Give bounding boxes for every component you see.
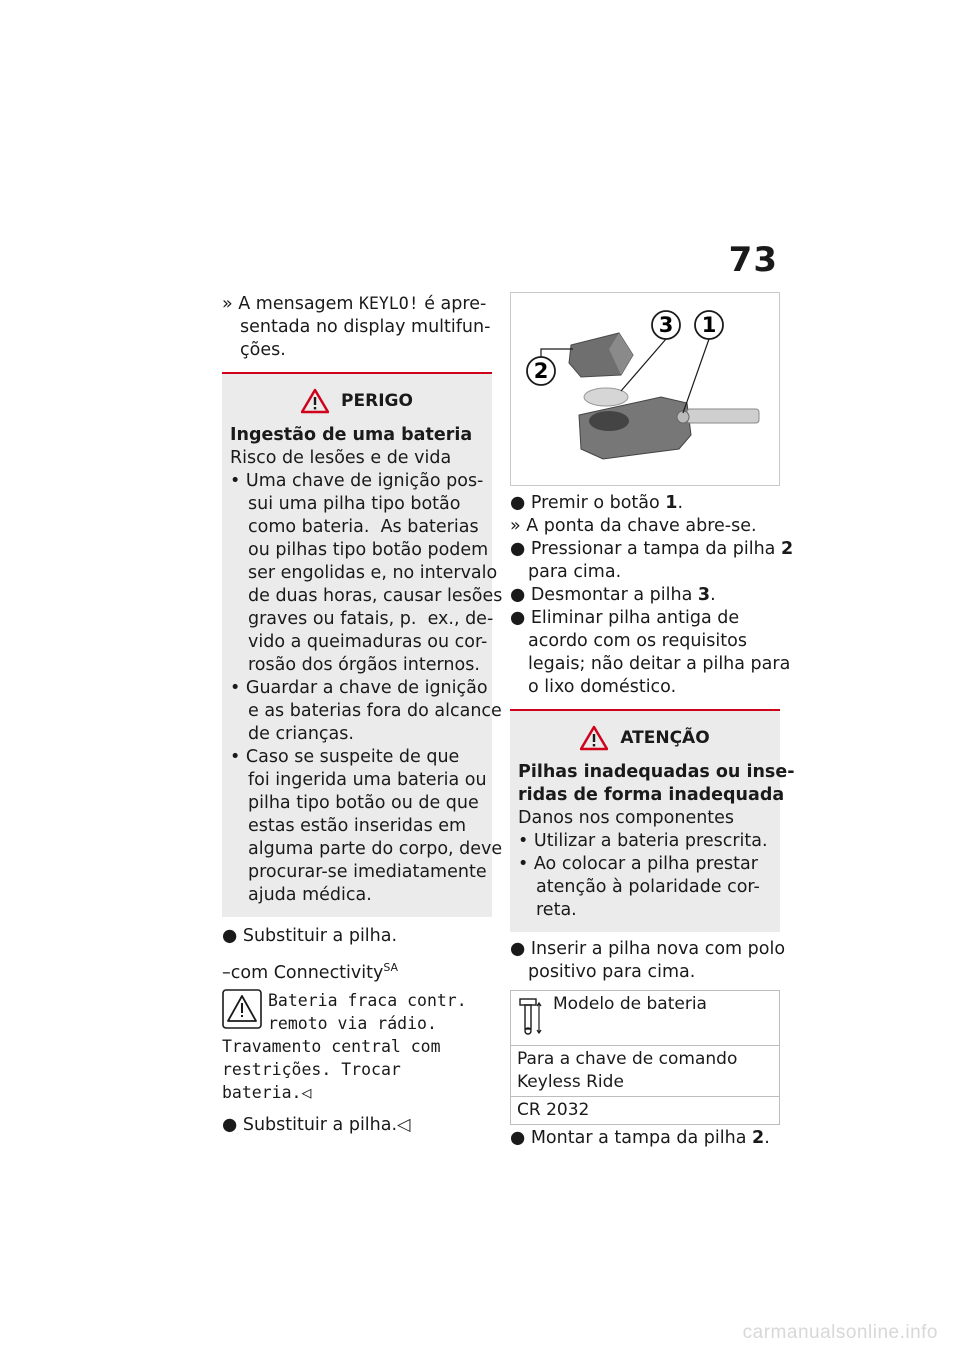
danger-bullet: • Uma chave de ignição pos- sui uma pilha tipo botão como bateria. As baterias ou pilhas tipo botão podem ser engolidas e, no intervalo de duas horas, causar lesões graves ou fatais, p. ex., de- vido a queimaduras ou cor- rosão dos órgãos internos. — [230, 471, 503, 675]
danger-heading: Ingestão de uma bateria — [230, 425, 473, 445]
step-line: » A ponta da chave abre-se. — [510, 516, 757, 536]
step-line: ● Desmontar a pilha 3. — [510, 585, 716, 605]
step-insert: positivo para cima. — [528, 962, 696, 982]
connectivity-label: –com Connectivity$^{SA}$ — [222, 961, 399, 983]
spec-row-label: Para a chave de comando — [517, 1049, 738, 1069]
battery-message — [222, 989, 492, 1035]
step-line: legais; não deitar a pilha para — [528, 654, 791, 674]
message-line: restrições. Trocar — [222, 1059, 401, 1079]
step-line: para cima. — [528, 562, 622, 582]
message-line: Travamento central com — [222, 1036, 441, 1056]
step-line: acordo com os requisitos — [528, 631, 747, 651]
step-line: ● Pressionar a tampa da pilha 2 — [510, 539, 794, 559]
key-battery-figure — [510, 292, 780, 486]
warning-icon — [580, 725, 608, 751]
spec-header: Modelo de bateria — [553, 994, 707, 1014]
watermark: carmanualsonline.info — [742, 1322, 938, 1343]
warning-message-icon — [222, 989, 262, 1029]
danger-box — [222, 372, 503, 917]
message-line: remoto via rádio. — [268, 1013, 437, 1033]
step-insert: ● Inserir a pilha nova com polo — [510, 939, 786, 959]
attention-bullet: • Ao colocar a pilha prestar — [518, 854, 758, 874]
message-line: bateria.◁ — [222, 1082, 312, 1102]
step-line: ● Premir o botão 1. — [510, 493, 684, 513]
attention-title: ATENÇÃO — [620, 727, 710, 748]
page-number: 73 — [728, 240, 778, 280]
step-final: ● Montar a tampa da pilha 2. — [510, 1128, 770, 1148]
spec-row-label: Keyless Ride — [517, 1072, 624, 1092]
attention-bullet: • Utilizar a bateria prescrita. — [518, 831, 768, 851]
intro-line-2: sentada no display multifun- — [240, 317, 491, 337]
intro-line-1: » A mensagem KEYLO! é apre- — [222, 294, 487, 314]
attention-bullet: atenção à polaridade cor- — [536, 877, 760, 897]
attention-risk: Danos nos componentes — [518, 808, 735, 828]
intro-line-3: ções. — [240, 340, 286, 360]
step-replace-battery-2: ● Substituir a pilha.◁ — [222, 1114, 411, 1135]
attention-heading: Pilhas inadequadas ou inse- — [518, 762, 795, 782]
battery-tool-icon — [517, 997, 543, 1037]
step-line: ● Eliminar pilha antiga de — [510, 608, 740, 628]
callout-label: 1 — [701, 313, 717, 337]
callout-label: 3 — [658, 313, 674, 337]
step-replace-battery: ● Substituir a pilha. — [222, 926, 398, 946]
message-line: Bateria fraca contr. — [268, 990, 467, 1010]
attention-heading: ridas de forma inadequada — [518, 785, 785, 805]
danger-bullet: • Guardar a chave de ignição e as baterias fora do alcance de crianças. — [230, 678, 502, 744]
attention-bullet: reta. — [536, 900, 577, 920]
danger-title: PERIGO — [341, 390, 413, 411]
spec-value: CR 2032 — [511, 1097, 780, 1125]
right-column — [510, 292, 795, 1150]
attention-box — [510, 709, 795, 932]
danger-bullet: • Caso se suspeite de que foi ingerida uma bateria ou pilha tipo botão ou de que estas estão inseridas em alguma parte do corpo, deve procurar-se imediatamente ajuda médica. — [230, 747, 503, 905]
danger-risk: Risco de lesões e de vida — [230, 448, 452, 468]
battery-spec-table — [510, 990, 780, 1125]
left-column — [222, 292, 503, 1137]
step-line: o lixo doméstico. — [528, 677, 677, 697]
callout-label: 2 — [533, 359, 549, 383]
warning-icon — [301, 388, 329, 414]
